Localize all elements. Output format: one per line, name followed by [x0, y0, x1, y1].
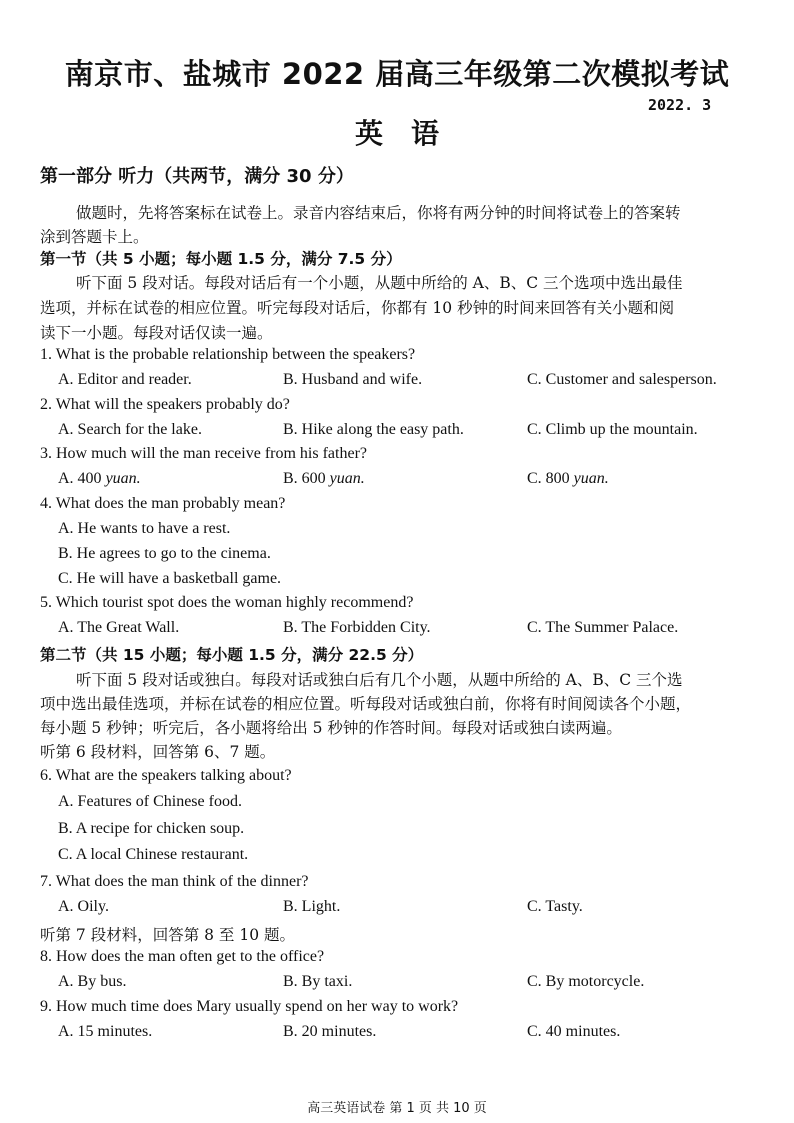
question-5: 5. Which tourist spot does the woman highly recommend? — [40, 594, 414, 611]
material-6-instruction: 听第 6 段材料，回答第 6、7 题。 — [40, 743, 276, 761]
section-1-line-2: 选项，并标在试卷的相应位置。听完每段对话后，你都有 10 秒钟的时间来回答有关小题和阅 — [40, 299, 675, 317]
q6-option-b: B. A recipe for chicken soup. — [58, 820, 245, 837]
section-1-line-1: 听下面 5 段对话。每段对话后有一个小题，从题中所给的 A、B、C 三个选项中选出最佳 — [76, 274, 683, 292]
page-footer: 高三英语试卷 第 1 页 共 10 页 — [307, 1101, 487, 1116]
q6-option-a: A. Features of Chinese food. — [58, 793, 242, 810]
q9-option-c: C. 40 minutes. — [527, 1023, 621, 1040]
q8-option-c: C. By motorcycle. — [527, 973, 645, 990]
q8-option-b: B. By taxi. — [283, 973, 353, 990]
q8-option-a: A. By bus. — [58, 973, 127, 990]
question-3: 3. How much will the man receive from his father? — [40, 445, 367, 462]
q3-option-c: C. 800 yuan. — [527, 470, 609, 487]
q7-option-c: C. Tasty. — [527, 898, 583, 915]
q1-option-b: B. Husband and wife. — [283, 371, 423, 388]
question-9: 9. How much time does Mary usually spend on her way to work? — [40, 998, 459, 1015]
q3-option-b: B. 600 yuan. — [283, 470, 365, 487]
intro-line-2: 涂到答题卡上。 — [40, 228, 149, 246]
q2-option-a: A. Search for the lake. — [58, 421, 202, 438]
q4-option-c: C. He will have a basketball game. — [58, 570, 282, 587]
q5-option-b: B. The Forbidden City. — [283, 619, 431, 636]
question-7: 7. What does the man think of the dinner? — [40, 873, 309, 890]
q3-option-c-unit: yuan. — [573, 470, 609, 487]
q5-option-c: C. The Summer Palace. — [527, 619, 679, 636]
question-8: 8. How does the man often get to the office? — [40, 948, 325, 965]
q1-option-c: C. Customer and salesperson. — [527, 371, 717, 388]
question-4: 4. What does the man probably mean? — [40, 495, 286, 512]
q9-option-b: B. 20 minutes. — [283, 1023, 377, 1040]
q4-option-a: A. He wants to have a rest. — [58, 520, 231, 537]
section-2-heading: 第二节（共 15 小题；每小题 1.5 分，满分 22.5 分） — [40, 646, 424, 664]
section-2-line-3: 每小题 5 秒钟；听完后，各小题将给出 5 秒钟的作答时间。每段对话或独白读两遍。 — [40, 719, 622, 737]
q3-option-a-unit: yuan. — [105, 470, 141, 487]
q6-option-c: C. A local Chinese restaurant. — [58, 846, 249, 863]
section-1-line-3: 读下一小题。每段对话仅读一遍。 — [40, 324, 273, 342]
q4-option-b: B. He agrees to go to the cinema. — [58, 545, 271, 562]
exam-title: 南京市、盐城市 2022 届高三年级第二次模拟考试 — [64, 57, 730, 91]
part-heading: 第一部分 听力（共两节，满分 30 分） — [40, 166, 354, 187]
q7-option-a: A. Oily. — [58, 898, 109, 915]
q5-option-a: A. The Great Wall. — [58, 619, 180, 636]
question-6: 6. What are the speakers talking about? — [40, 767, 292, 784]
material-7-instruction: 听第 7 段材料，回答第 8 至 10 题。 — [40, 926, 296, 944]
subject-title: 英语 — [354, 117, 467, 150]
q1-option-a: A. Editor and reader. — [58, 371, 192, 388]
question-1: 1. What is the probable relationship between the speakers? — [40, 346, 416, 363]
section-2-line-1: 听下面 5 段对话或独白。每段对话或独白后有几个小题，从题中所给的 A、B、C 三个选 — [76, 671, 683, 689]
q7-option-b: B. Light. — [283, 898, 341, 915]
section-1-heading: 第一节（共 5 小题；每小题 1.5 分，满分 7.5 分） — [40, 250, 402, 268]
q3-option-a: A. 400 yuan. — [58, 470, 141, 487]
q2-option-b: B. Hike along the easy path. — [283, 421, 464, 438]
q9-option-a: A. 15 minutes. — [58, 1023, 153, 1040]
exam-date: 2022. 3 — [648, 96, 712, 114]
section-2-line-2: 项中选出最佳选项，并标在试卷的相应位置。听每段对话或独白前，你将有时间阅读各个小题， — [40, 695, 692, 713]
intro-line-1: 做题时，先将答案标在试卷上。录音内容结束后，你将有两分钟的时间将试卷上的答案转 — [76, 204, 681, 222]
q3-option-b-unit: yuan. — [329, 470, 365, 487]
q2-option-c: C. Climb up the mountain. — [527, 421, 698, 438]
question-2: 2. What will the speakers probably do? — [40, 396, 290, 413]
